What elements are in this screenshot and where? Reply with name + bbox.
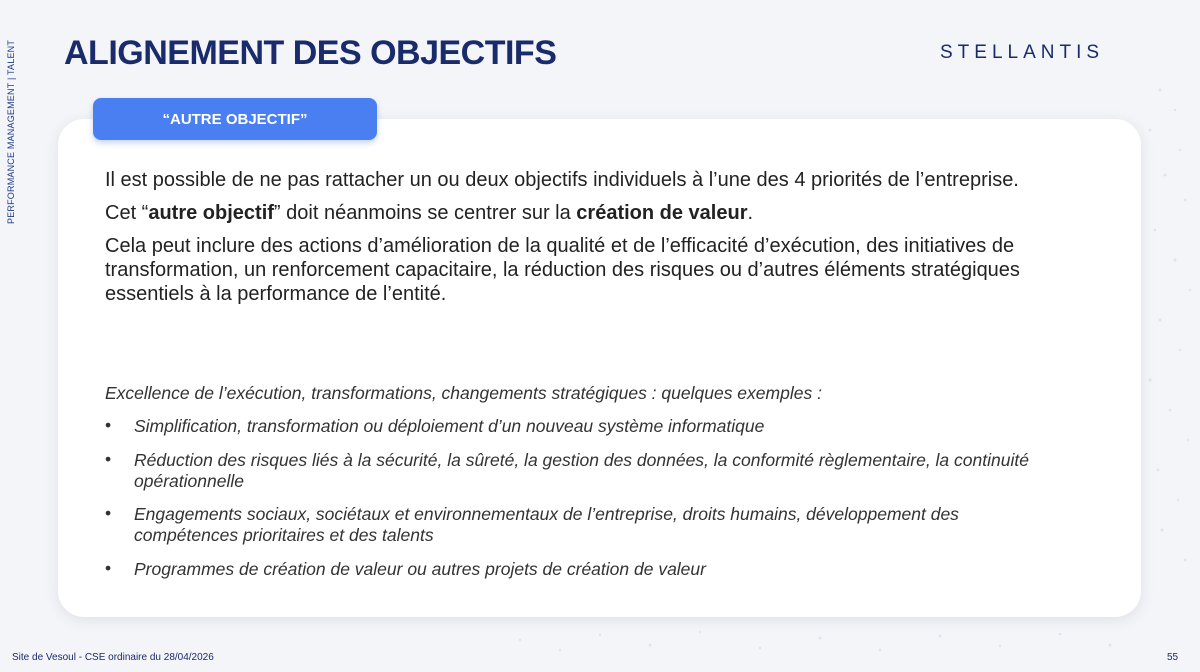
side-section-label: PERFORMANCE MANAGEMENT | TALENT	[6, 39, 16, 224]
list-item-text: Simplification, transformation ou déploiement d’un nouveau système informatique	[134, 416, 765, 436]
footer-site-info: Site de Vesoul - CSE ordinaire du 28/04/2026	[12, 652, 214, 663]
body-text	[105, 168, 1065, 315]
bullet-icon: •	[105, 449, 112, 469]
examples-intro: Excellence de l’exécution, transformations, changements stratégiques : quelques exemples :	[105, 383, 822, 403]
paragraph-3: Cela peut inclure des actions d’amélioration de la qualité et de l’efficacité d’exécution, des initiatives de transformation, un renforcement capacitaire, la réduction des risques ou d’autres éléments stratégiques essentiels à la performance de l’entité.	[105, 235, 1020, 305]
paragraph-2-part1: Cet “	[105, 202, 149, 224]
bullet-icon: •	[105, 415, 112, 435]
paragraph-1: Il est possible de ne pas rattacher un ou deux objectifs individuels à l’une des 4 priorités de l’entreprise.	[105, 169, 1019, 191]
bullet-icon: •	[105, 503, 112, 523]
bullet-icon: •	[105, 558, 112, 578]
list-item-text: Programmes de création de valeur ou autres projets de création de valeur	[134, 559, 706, 579]
section-tag: “AUTRE OBJECTIF”	[93, 98, 377, 140]
list-item	[105, 504, 1065, 546]
page-title: ALIGNEMENT DES OBJECTIFS	[64, 34, 557, 72]
paragraph-2-bold2: création de valeur	[576, 202, 748, 224]
logo-text: STELLANTIS	[940, 42, 1105, 63]
list-item	[105, 559, 1065, 580]
paragraph-2-part2: ” doit néanmoins se centrer sur la	[273, 202, 577, 224]
paragraph-2	[105, 201, 1065, 225]
list-item-text: Réduction des risques liés à la sécurité, la sûreté, la gestion des données, la conformité règlementaire, la continuité opérationnelle	[134, 450, 1029, 491]
list-item-text: Engagements sociaux, sociétaux et environnementaux de l’entreprise, droits humains, développement des compétences prioritaires et des talents	[134, 504, 959, 545]
stellantis-logo	[940, 42, 1104, 64]
page-number: 55	[1167, 652, 1179, 663]
paragraph-2-bold1: autre objectif	[148, 202, 274, 224]
examples-list	[105, 416, 1065, 580]
paragraph-2-part3: .	[747, 202, 754, 224]
list-item	[105, 416, 1065, 437]
list-item	[105, 450, 1065, 492]
